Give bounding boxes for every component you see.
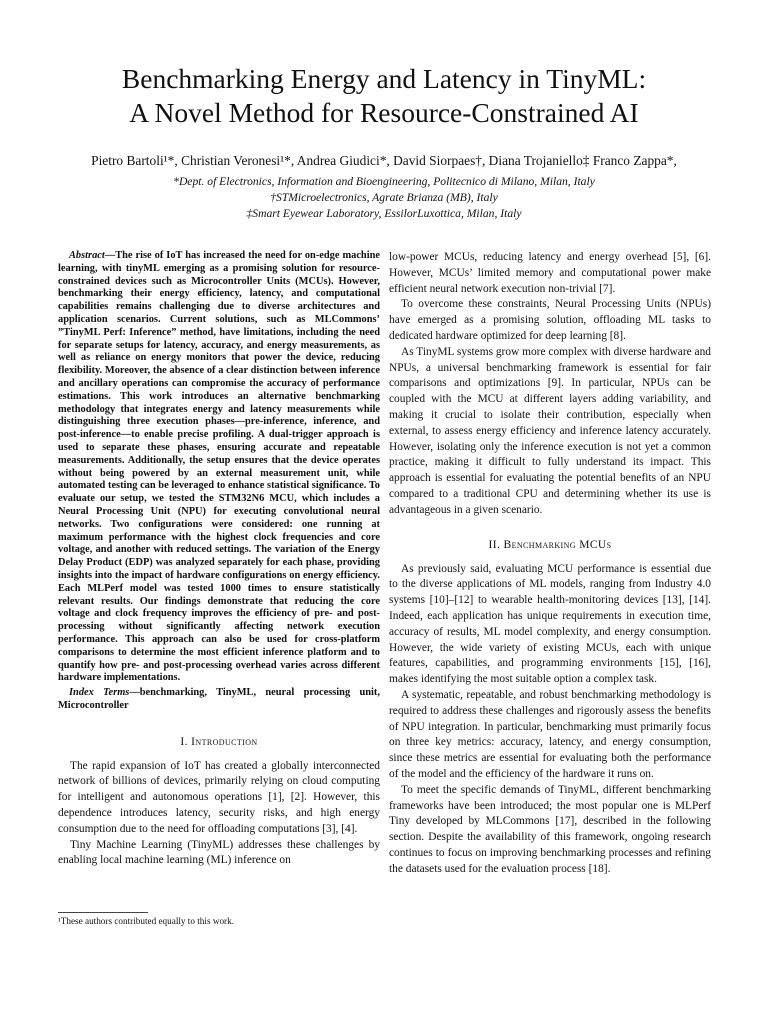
footnote-rule [58,912,148,913]
affiliation-polimi: *Dept. of Electronics, Information and Bioengineering, Politecnico di Milano, Milan, Italy [173,175,595,188]
benchmarking-paragraph-1: As previously said, evaluating MCU performance is essential due to the diverse applications of ML models, ranging from Industry 4.0 systems [10]–[12] to wearable health-monitoring devices [13], [14]. Indeed, each application has unique requirements in execution time, accuracy of results, ML model complexity, and energy consumption. However, the wide variety of existing MCUs, each with unique features, capabilities, and programming environments [15], [16], makes identifying the most suitable option a complex task. [389,562,711,686]
footnote-equal-contribution: ¹These authors contributed equally to this work. [58,916,235,926]
affiliation-essilor: ‡Smart Eyewear Laboratory, EssilorLuxottica, Milan, Italy [246,207,522,221]
index-terms [58,687,380,713]
section-title-introduction: I. Introduction [180,735,258,748]
intro-paragraph-5: As TinyML systems grow more complex with diverse hardware and NPUs, a universal benchmarking framework is essential for fair comparisons and optimizations [9]. In particular, NPUs can be coupled with the MCU at different layers adding variability, and making it crucial to isolate their contribution, especially when external, to assess energy efficiency and inference latency accurately. However, isolating only the inference execution is not yet a common practice, making it difficult to fully understand its impact. This approach is essential for evaluating the potential benefits of an NPU compared to a traditional CPU and determining whether its use is advantageous in a given scenario. [389,345,711,516]
paper-title [40,62,728,130]
left-column [58,250,380,869]
benchmarking-paragraph-3: To meet the specific demands of TinyML, different benchmarking frameworks have been introduced; the most popular one is MLPerf Tiny developed by MLCommons [17], described in the following section. Despite the availability of this framework, ongoing research continues to focus on improving benchmarking processes and refining the datasets used for the evaluation process [18]. [389,783,711,875]
intro-paragraph-1: The rapid expansion of IoT has created a globally interconnected network of billions of devices, primarily relying on cloud computing for intelligent and autonomous operations [1], [2]. However, this dependence introduces latency, security risks, and high energy consumption due to the need for offloading computations [3], [4]. [58,759,380,835]
index-terms-lead: Index Terms [69,687,130,699]
intro-paragraph-4: To overcome these constraints, Neural Processing Units (NPUs) have emerged as a promising solution, offloading ML tasks to dedicated hardware optimized for deep learning [8]. [389,298,711,342]
abstract-lead: Abstract [69,250,105,261]
affiliations [20,174,748,223]
title-line-1: Benchmarking Energy and Latency in TinyML: [121,63,647,94]
author-list: Pietro Bartoli¹*, Christian Veronesi¹*, Andrea Giudici*, David Siorpaes†, Diana Trojaniello‡ Franco Zappa*, [91,153,677,168]
intro-paragraph-2: Tiny Machine Learning (TinyML) addresses these challenges by enabling local machine learning (ML) inference on [58,838,380,867]
title-line-2: A Novel Method for Resource-Constrained AI [129,97,639,128]
intro-paragraph-3-continued: low-power MCUs, reducing latency and energy overhead [5], [6]. However, MCUs’ limited memory and computational power make efficient neural network execution non-trivial [7]. [389,251,711,295]
abstract-text: —The rise of IoT has increased the need for on-edge machine learning, with tinyML emerging as a promising solution for resource-constrained devices such as Microcontroller Units (MCUs). However, benchmarking their energy efficiency, latency, and computational capabilities remains challenging due to diverse architectures and application scenarios. Current solutions, such as MLCommons’ ”TinyML Perf: Inference” method, have limitations, including the need for separate setups for latency, accuracy, and energy measurements, as well as reliance on energy monitors that power the device, reducing flexibility. Moreover, the absence of a clear distinction between inference and ancillary operations can compromise the accuracy of performance estimations. This work introduces an alternative benchmarking methodology that integrates energy and latency measurements while distinguishing three execution phases—pre-inference, inference, and post-inference—to enable precise profiling. A dual-trigger approach is used to separate these phases, ensuring accurate and repeatable measurements. Additionally, the setup ensures that the device operates without being powered by an external measurement unit, while automated testing can be leveraged to enhance statistical significance. To evaluate our setup, we tested the STM32N6 MCU, which includes a Neural Processing Unit (NPU) for executing convolutional neural networks. Two configurations were considered: one running at maximum performance with the highest clock frequencies and core voltage, and another with reduced settings. The variation of the Energy Delay Product (EDP) was analyzed separately for each phase, providing insights into the impact of hardware configurations on energy efficiency. Each MLPerf model was tested 1000 times to ensure statistically relevant results. Our findings demonstrate that reducing the core voltage and clock frequency improves the efficiency of pre- and post-processing without significantly affecting network execution performance. This approach can also be used for cross-platform comparisons to determine the most efficient inference platform and to quantify how pre- and post-processing overhead varies across different hardware implementations. [58,250,380,684]
section-title-benchmarking-mcus: II. Benchmarking MCUs [488,538,612,551]
index-terms-text: —benchmarking, TinyML, neural processing unit, Microcontroller [58,687,380,711]
right-column [389,250,711,877]
affiliation-st: †STMicroelectronics, Agrate Brianza (MB), Italy [270,191,498,205]
abstract [58,250,380,685]
benchmarking-paragraph-2: A systematic, repeatable, and robust benchmarking methodology is required to address these challenges and rigorously assess the benefits of NPU integration. In particular, benchmarking must primarily focus on three key metrics: accuracy, latency, and energy consumption, since these metrics are essential for evaluating both the performance of the model and the efficiency of the hardware it runs on. [389,688,711,780]
